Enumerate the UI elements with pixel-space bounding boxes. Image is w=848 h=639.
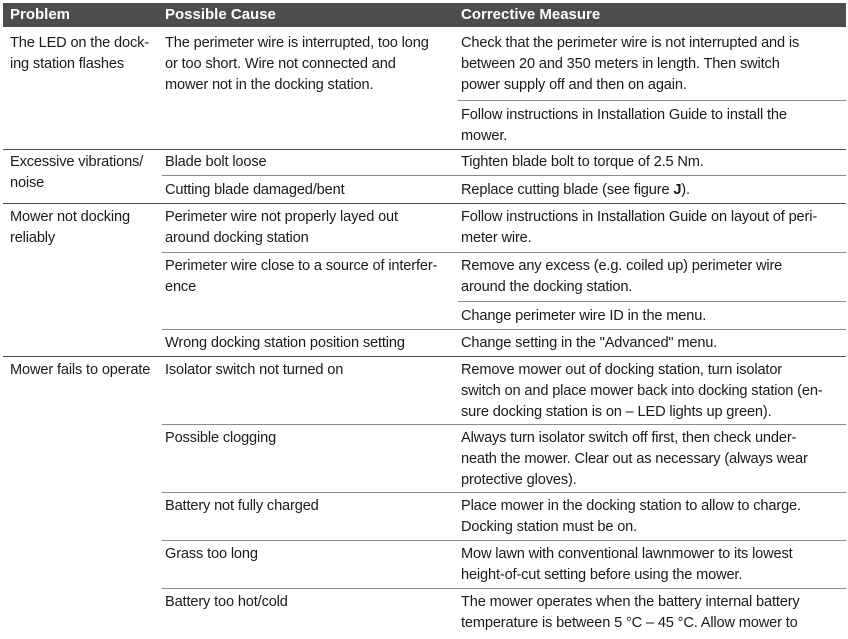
row-divider bbox=[162, 175, 846, 176]
row-divider bbox=[162, 424, 846, 425]
cause-cell: The perimeter wire is interrupted, too long or too short. Wire not connected and mower not in the docking station. bbox=[165, 35, 429, 93]
measure-cell: Check that the perimeter wire is not interrupted and is between 20 and 350 meters in length. Then switch power supply off and then on again. bbox=[461, 35, 800, 93]
group-divider bbox=[3, 203, 846, 204]
group-divider bbox=[3, 356, 846, 357]
header-problem: Problem bbox=[10, 6, 71, 23]
measure-cell: Tighten blade bolt to torque of 2.5 Nm. bbox=[461, 154, 704, 170]
measure-cell: Remove any excess (e.g. coiled up) perimeter wire around the docking station. bbox=[461, 258, 783, 295]
measure-cell: The mower operates when the battery internal battery temperature is between 5 °C – 45 °C. Allow mower to bbox=[461, 594, 800, 631]
row-divider bbox=[458, 301, 846, 302]
header-cause: Possible Cause bbox=[165, 6, 276, 23]
measure-cell: Change perimeter wire ID in the menu. bbox=[461, 308, 707, 324]
row-divider bbox=[458, 100, 846, 101]
cause-cell: Isolator switch not turned on bbox=[165, 362, 344, 378]
measure-cell: Place mower in the docking station to allow to charge. Docking station must be on. bbox=[461, 498, 801, 535]
measure-cell: Mow lawn with conventional lawnmower to its lowest height-of-cut setting before using the mower. bbox=[461, 546, 793, 583]
cause-cell: Grass too long bbox=[165, 546, 258, 562]
measure-cell: Change setting in the "Advanced" menu. bbox=[461, 335, 718, 351]
problem-cell: Excessive vibrations/ noise bbox=[10, 154, 144, 191]
cause-cell: Cutting blade damaged/bent bbox=[165, 182, 345, 198]
cause-cell: Blade bolt loose bbox=[165, 154, 267, 170]
cause-cell: Battery too hot/cold bbox=[165, 594, 288, 610]
measure-cell: Follow instructions in Installation Guide on layout of peri- meter wire. bbox=[461, 209, 818, 246]
row-divider bbox=[162, 588, 846, 589]
group-divider bbox=[3, 149, 846, 150]
problem-cell: Mower fails to operate bbox=[10, 362, 151, 378]
measure-cell: Remove mower out of docking station, turn isolator switch on and place mower back into docking station (en- sure docking station is on – LED lights up green). bbox=[461, 362, 823, 420]
table-header bbox=[3, 3, 846, 27]
row-divider bbox=[162, 492, 846, 493]
cause-cell: Battery not fully charged bbox=[165, 498, 319, 514]
measure-cell: Replace cutting blade (see figure J). bbox=[461, 182, 690, 198]
row-divider bbox=[162, 540, 846, 541]
cause-cell: Wrong docking station position setting bbox=[165, 335, 405, 351]
cause-cell: Perimeter wire close to a source of interfer- ence bbox=[165, 258, 438, 295]
header-measure: Corrective Measure bbox=[461, 6, 601, 23]
row-divider bbox=[162, 252, 846, 253]
row-divider bbox=[162, 329, 846, 330]
problem-cell: Mower not docking reliably bbox=[10, 209, 130, 246]
cause-cell: Perimeter wire not properly layed out around docking station bbox=[165, 209, 398, 246]
problem-cell: The LED on the dock- ing station flashes bbox=[10, 35, 149, 72]
measure-cell: Always turn isolator switch off first, then check under- neath the mower. Clear out as necessary (always wear protective gloves). bbox=[461, 430, 808, 488]
measure-cell: Follow instructions in Installation Guide to install the mower. bbox=[461, 107, 787, 144]
cause-cell: Possible clogging bbox=[165, 430, 277, 446]
